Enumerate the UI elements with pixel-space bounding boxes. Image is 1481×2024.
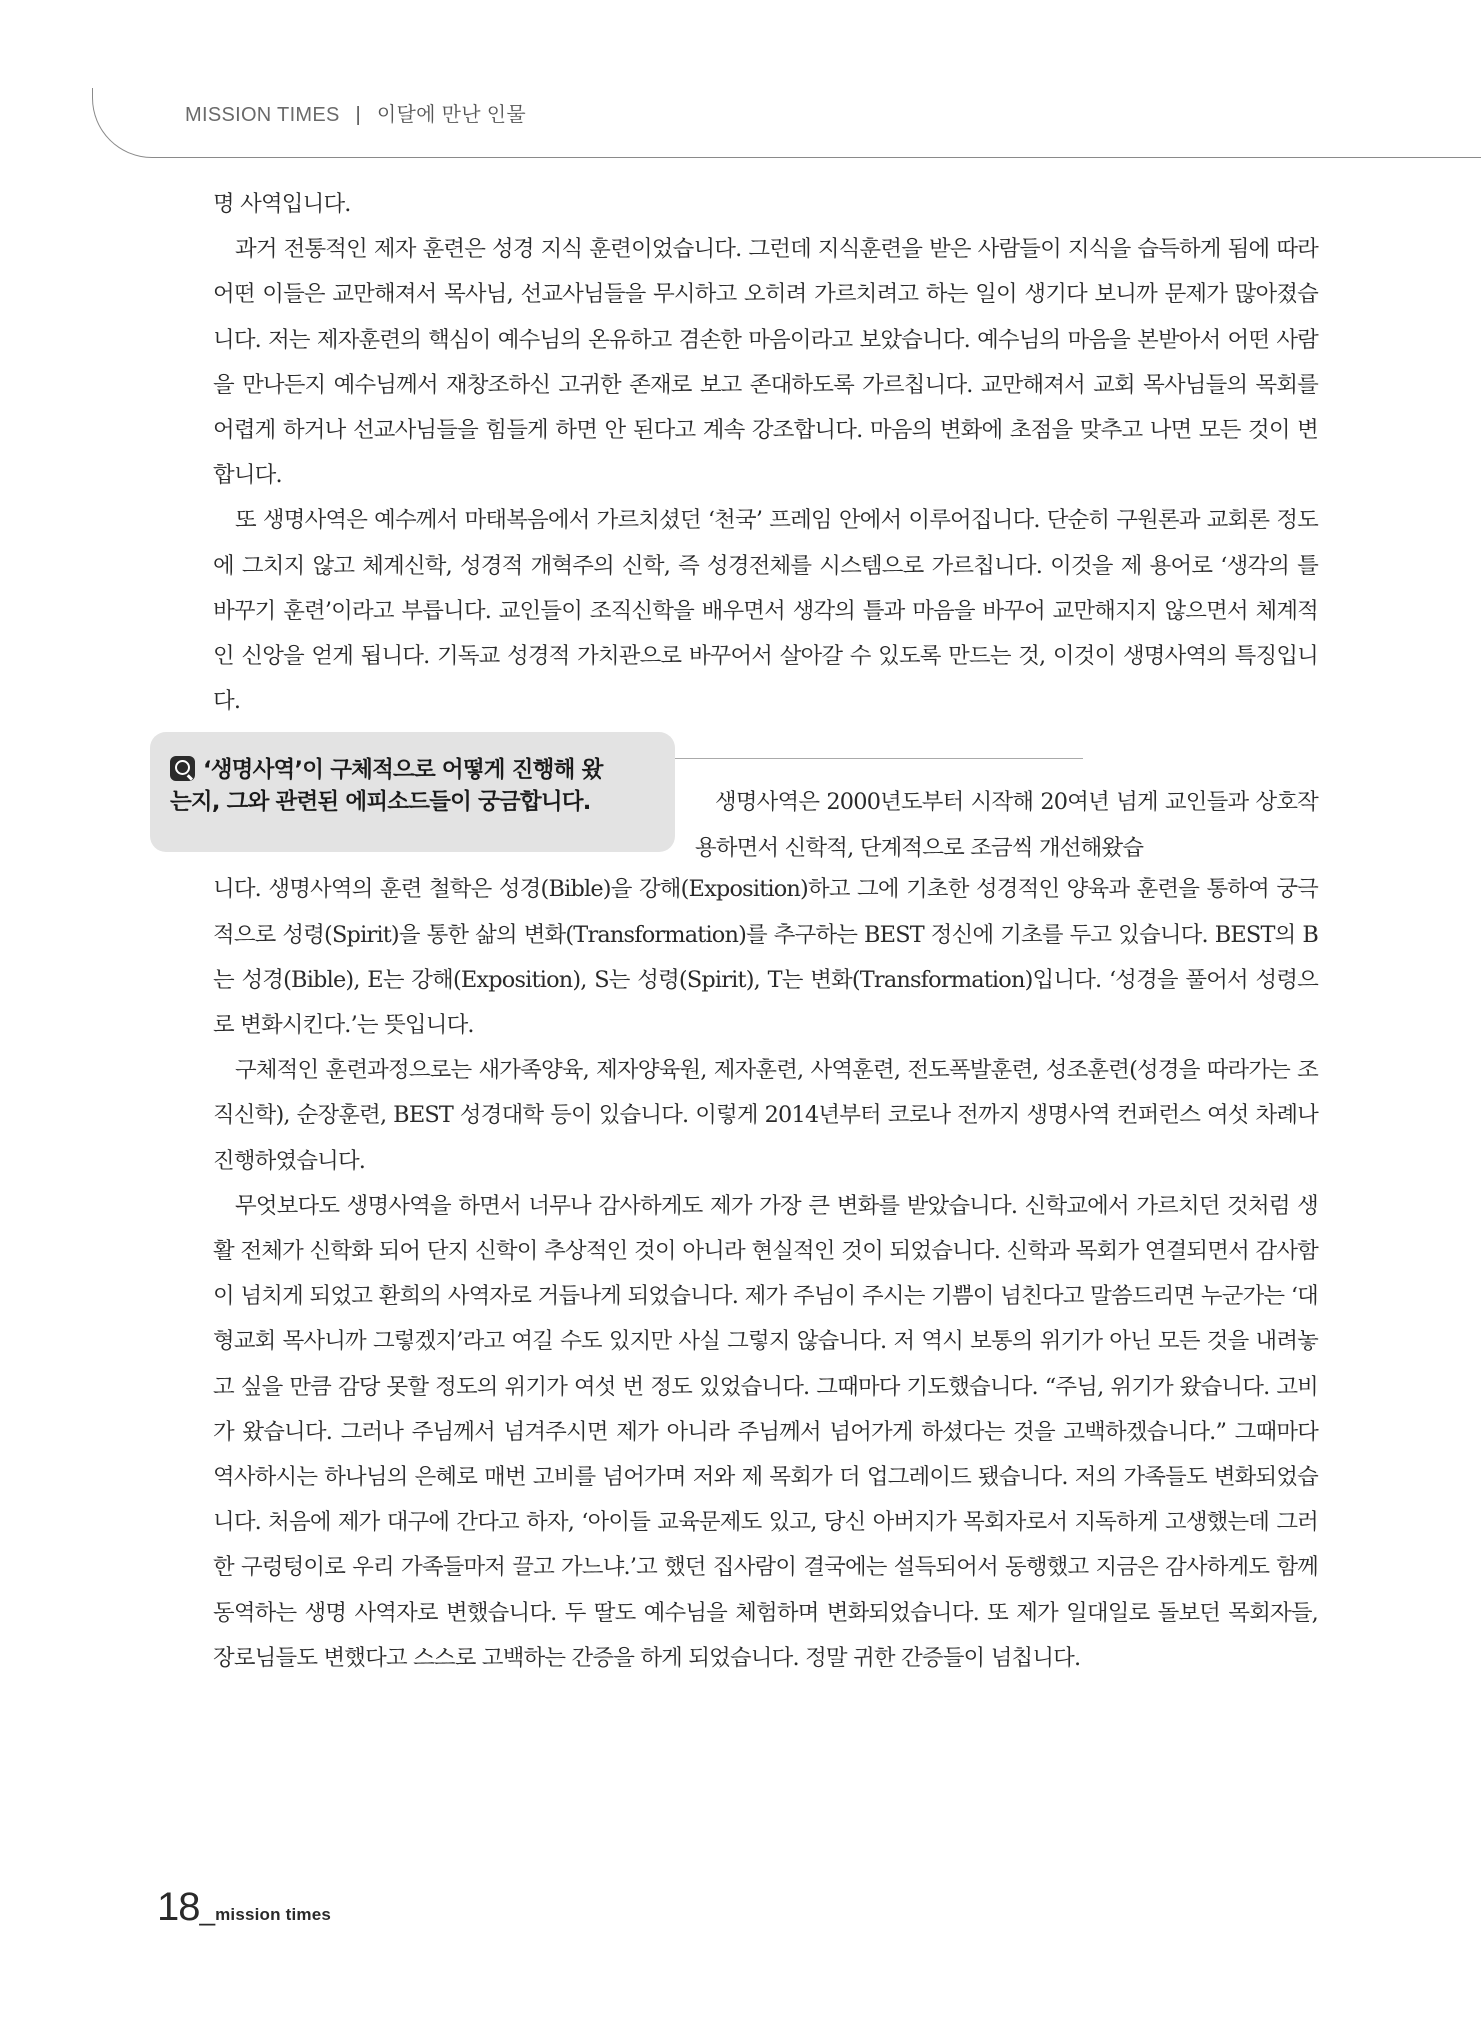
answer-paragraph: 니다. 생명사역의 훈련 철학은 성경(Bible)을 강해(Exposition)하고 그에 기초한 성경적인 양육과 훈련을 통하여 궁극적으로 성령(Spirit)을 통한 삶의 변화(Transformation)를 추구하는 BEST 정신에 기초를 두고 있습니다. BEST의 B는 성경(Bible), E는 강해(Exposition), S는 성령(Spirit), T는 변화(Transformation)입니다. ‘성경을 풀어서 성령으로 변화시킨다.’는 뜻입니다.	[213, 876, 1318, 1039]
page-footer	[157, 1885, 332, 1929]
footer-brand: mission times	[215, 1905, 332, 1924]
question-divider	[675, 758, 1083, 759]
running-header	[185, 98, 526, 128]
footer-underscore: _	[199, 1895, 216, 1926]
qa-block	[170, 732, 1318, 867]
body-paragraph: 구체적인 훈련과정으로는 새가족양육, 제자양육원, 제자훈련, 사역훈련, 전도폭발훈련, 성조훈련(성경을 따라가는 조직신학), 순장훈련, BEST 성경대학 등이 있습니다. 이렇게 2014년부터 코로나 전까지 생명사역 컨퍼런스 여섯 차례나 진행하였습니다.	[213, 1057, 1318, 1174]
body-paragraph: 과거 전통적인 제자 훈련은 성경 지식 훈련이었습니다. 그런데 지식훈련을 받은 사람들이 지식을 습득하게 됨에 따라 어떤 이들은 교만해져서 목사님, 선교사님들을 무시하고 오히려 가르치려고 하는 일이 생기다 보니까 문제가 많아졌습니다. 저는 제자훈련의 핵심이 예수님의 온유하고 겸손한 마음이라고 보았습니다. 예수님의 마음을 본받아서 어떤 사람을 만나든지 예수님께서 재창조하신 고귀한 존재로 보고 존대하도록 가르칩니다. 교만해져서 교회 목사님들의 목회를 어렵게 하거나 선교사님들을 힘들게 하면 안 된다고 계속 강조합니다. 마음의 변화에 초점을 맞추고 나면 모든 것이 변합니다.	[213, 236, 1318, 489]
question-box	[150, 732, 675, 852]
question-line	[170, 754, 655, 786]
body-paragraph: 무엇보다도 생명사역을 하면서 너무나 감사하게도 제가 가장 큰 변화를 받았습니다. 신학교에서 가르치던 것처럼 생활 전체가 신학화 되어 단지 신학이 추상적인 것이 아니라 현실적인 것이 되었습니다. 신학과 목회가 연결되면서 감사함이 넘치게 되었고 환희의 사역자로 거듭나게 되었습니다. 제가 주님이 주시는 기쁨이 넘친다고 말씀드리면 누군가는 ‘대형교회 목사니까 그렇겠지’라고 여길 수도 있지만 사실 그렇지 않습니다. 저 역시 보통의 위기가 아닌 모든 것을 내려놓고 싶을 만큼 감당 못할 정도의 위기가 여섯 번 정도 있었습니다. 그때마다 기도했습니다. “주님, 위기가 왔습니다. 고비가 왔습니다. 그러나 주님께서 넘겨주시면 제가 아니라 주님께서 넘어가게 하셨다는 것을 고백하겠습니다.” 그때마다 역사하시는 하나님의 은혜로 매번 고비를 넘어가며 저와 제 목회가 더 업그레이드 됐습니다. 저의 가족들도 변화되었습니다. 처음에 제가 대구에 간다고 하자, ‘아이들 교육문제도 있고, 당신 아버지가 목회자로서 지독하게 고생했는데 그러한 구렁텅이로 우리 가족들마저 끌고 가느냐.’고 했던 집사람이 결국에는 설득되어서 동행했고 지금은 감사하게도 함께 동역하는 생명 사역자로 변했습니다. 두 딸도 예수님을 체험하며 변화되었습니다. 또 제가 일대일로 돌보던 목회자들, 장로님들도 변했다고 스스로 고백하는 간증을 하게 되었습니다. 정말 귀한 간증들이 넘칩니다.	[213, 1192, 1318, 1671]
question-text-2: 는지, 그와 관련된 에피소드들이 궁금합니다.	[170, 789, 591, 816]
article-body	[170, 182, 1318, 1681]
magazine-name: MISSION TIMES	[185, 104, 340, 126]
answer-opening: 생명사역은 2000년도부터 시작해 20여년 넘게 교인들과 상호작용하면서 신학적, 단계적으로 조금씩 개선해왔습	[695, 789, 1318, 861]
header-separator: |	[355, 104, 362, 126]
lead-line: 명 사역입니다.	[213, 191, 351, 217]
body-paragraph: 또 생명사역은 예수께서 마태복음에서 가르치셨던 ‘천국’ 프레임 안에서 이루어집니다. 단순히 구원론과 교회론 정도에 그치지 않고 체계신학, 성경적 개혁주의 신학, 즉 성경전체를 시스템으로 가르칩니다. 이것을 제 용어로 ‘생각의 틀 바꾸기 훈련’이라고 부릅니다. 교인들이 조직신학을 배우면서 생각의 틀과 마음을 바꾸어 교만해지지 않으면서 체계적인 신앙을 얻게 됩니다. 기독교 성경적 가치관으로 바꾸어서 살아갈 수 있도록 만드는 것, 이것이 생명사역의 특징입니다.	[213, 507, 1318, 715]
q-letter-icon	[170, 756, 195, 781]
page-number: 18	[157, 1885, 200, 1929]
section-title: 이달에 만난 인물	[376, 104, 526, 126]
question-text-1: ‘생명사역’이 구체적으로 어떻게 진행해 왔	[203, 757, 603, 784]
